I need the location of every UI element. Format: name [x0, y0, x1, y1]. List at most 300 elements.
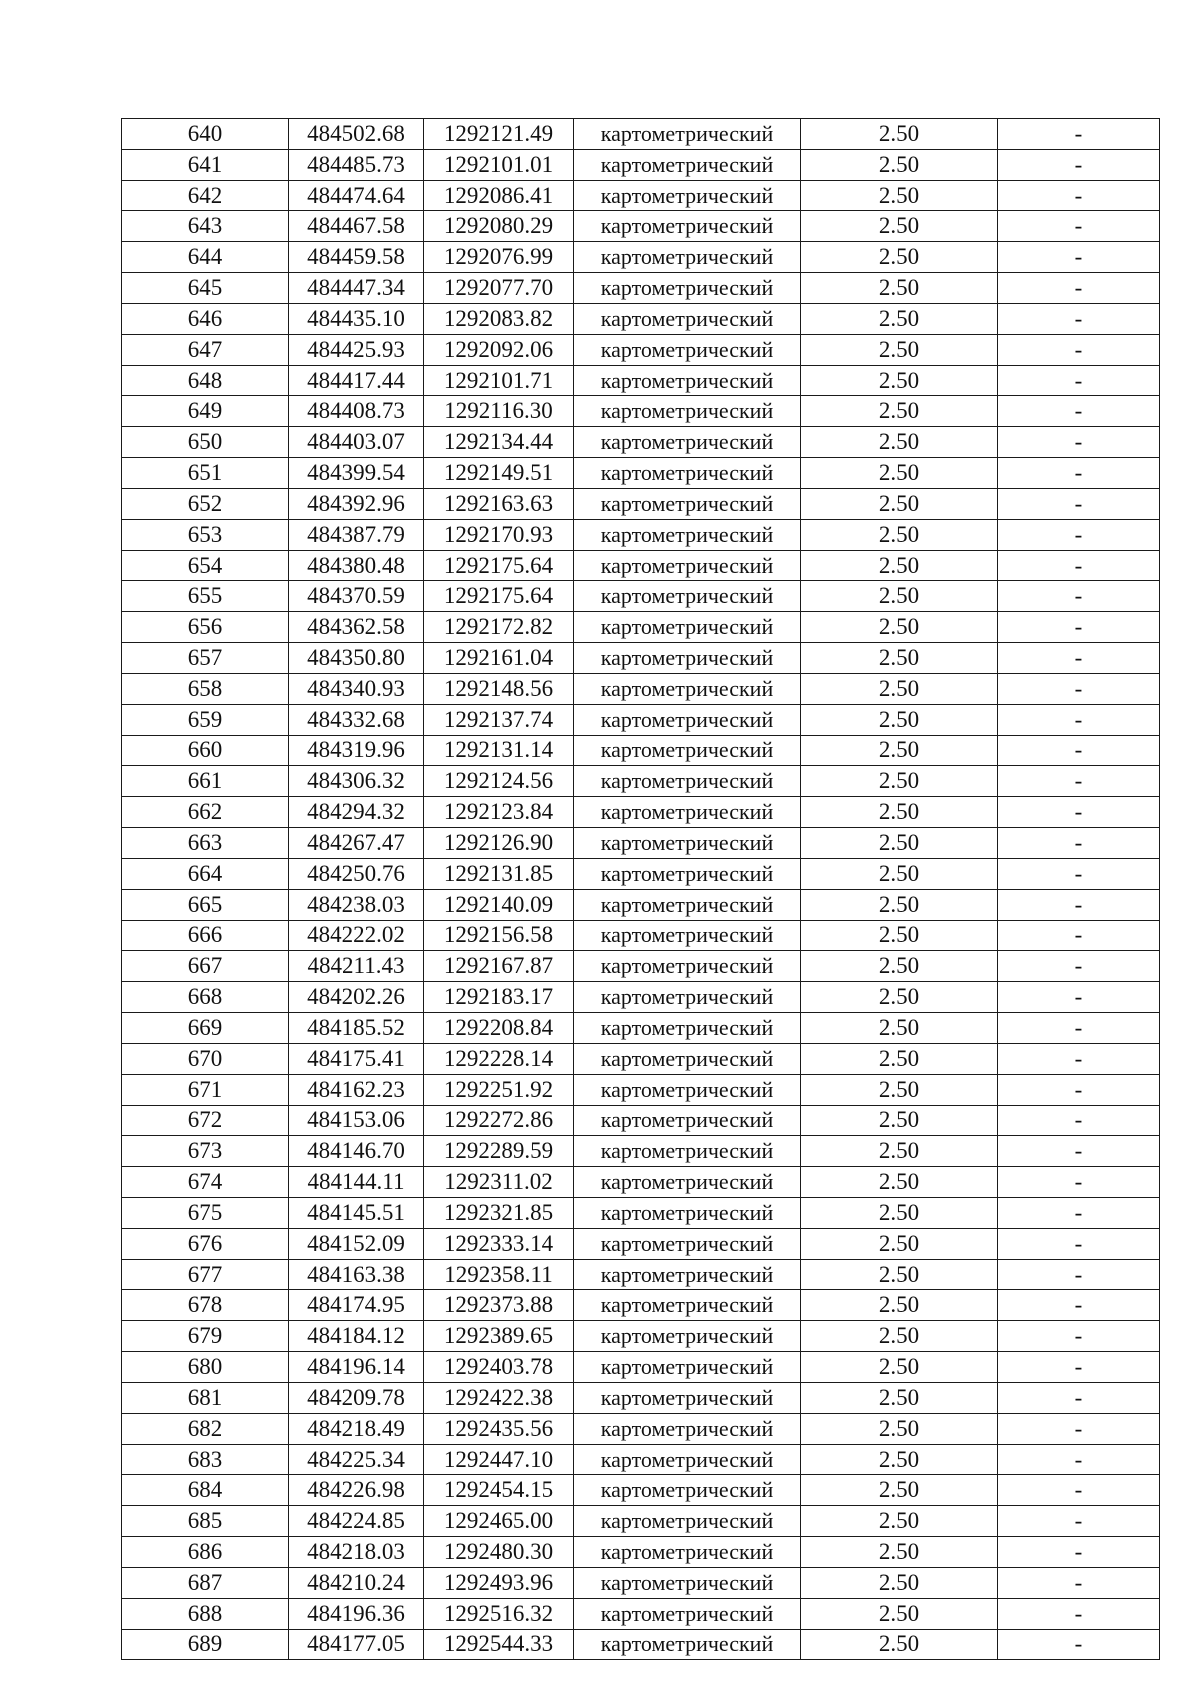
extra-cell: -	[998, 1444, 1160, 1475]
accuracy-cell: 2.50	[801, 704, 998, 735]
method-cell: картометрический	[574, 119, 801, 150]
extra-cell: -	[998, 303, 1160, 334]
extra-cell: -	[998, 1290, 1160, 1321]
point-number-cell: 649	[122, 396, 289, 427]
x-coordinate-cell: 484447.34	[289, 273, 424, 304]
accuracy-cell: 2.50	[801, 1506, 998, 1537]
table-row	[122, 365, 1160, 396]
x-coordinate-cell: 484485.73	[289, 149, 424, 180]
method-cell: картометрический	[574, 1413, 801, 1444]
method-cell: картометрический	[574, 1444, 801, 1475]
y-coordinate-cell: 1292228.14	[424, 1043, 574, 1074]
x-coordinate-cell: 484435.10	[289, 303, 424, 334]
accuracy-cell: 2.50	[801, 1567, 998, 1598]
y-coordinate-cell: 1292161.04	[424, 643, 574, 674]
table-row	[122, 1228, 1160, 1259]
table-row	[122, 1197, 1160, 1228]
point-number-cell: 662	[122, 797, 289, 828]
y-coordinate-cell: 1292156.58	[424, 920, 574, 951]
table-row	[122, 1013, 1160, 1044]
x-coordinate-cell: 484319.96	[289, 735, 424, 766]
method-cell: картометрический	[574, 766, 801, 797]
x-coordinate-cell: 484174.95	[289, 1290, 424, 1321]
x-coordinate-cell: 484417.44	[289, 365, 424, 396]
table-row	[122, 334, 1160, 365]
table-row	[122, 797, 1160, 828]
y-coordinate-cell: 1292403.78	[424, 1352, 574, 1383]
y-coordinate-cell: 1292167.87	[424, 951, 574, 982]
table-row	[122, 1167, 1160, 1198]
x-coordinate-cell: 484502.68	[289, 119, 424, 150]
method-cell: картометрический	[574, 889, 801, 920]
method-cell: картометрический	[574, 488, 801, 519]
x-coordinate-cell: 484202.26	[289, 982, 424, 1013]
method-cell: картометрический	[574, 1136, 801, 1167]
extra-cell: -	[998, 735, 1160, 766]
y-coordinate-cell: 1292289.59	[424, 1136, 574, 1167]
extra-cell: -	[998, 1167, 1160, 1198]
point-number-cell: 653	[122, 519, 289, 550]
extra-cell: -	[998, 180, 1160, 211]
accuracy-cell: 2.50	[801, 1475, 998, 1506]
point-number-cell: 651	[122, 458, 289, 489]
method-cell: картометрический	[574, 858, 801, 889]
method-cell: картометрический	[574, 1043, 801, 1074]
table-row	[122, 920, 1160, 951]
table-row	[122, 858, 1160, 889]
extra-cell: -	[998, 1074, 1160, 1105]
extra-cell: -	[998, 1382, 1160, 1413]
extra-cell: -	[998, 1259, 1160, 1290]
method-cell: картометрический	[574, 550, 801, 581]
y-coordinate-cell: 1292083.82	[424, 303, 574, 334]
y-coordinate-cell: 1292092.06	[424, 334, 574, 365]
x-coordinate-cell: 484403.07	[289, 427, 424, 458]
method-cell: картометрический	[574, 951, 801, 982]
extra-cell: -	[998, 828, 1160, 859]
y-coordinate-cell: 1292175.64	[424, 581, 574, 612]
table-row	[122, 1475, 1160, 1506]
method-cell: картометрический	[574, 1074, 801, 1105]
extra-cell: -	[998, 1352, 1160, 1383]
y-coordinate-cell: 1292121.49	[424, 119, 574, 150]
y-coordinate-cell: 1292183.17	[424, 982, 574, 1013]
table-row	[122, 1598, 1160, 1629]
y-coordinate-cell: 1292123.84	[424, 797, 574, 828]
y-coordinate-cell: 1292208.84	[424, 1013, 574, 1044]
method-cell: картометрический	[574, 1475, 801, 1506]
x-coordinate-cell: 484350.80	[289, 643, 424, 674]
y-coordinate-cell: 1292149.51	[424, 458, 574, 489]
x-coordinate-cell: 484196.36	[289, 1598, 424, 1629]
extra-cell: -	[998, 427, 1160, 458]
point-number-cell: 680	[122, 1352, 289, 1383]
accuracy-cell: 2.50	[801, 1074, 998, 1105]
accuracy-cell: 2.50	[801, 488, 998, 519]
point-number-cell: 681	[122, 1382, 289, 1413]
accuracy-cell: 2.50	[801, 1413, 998, 1444]
extra-cell: -	[998, 149, 1160, 180]
method-cell: картометрический	[574, 704, 801, 735]
x-coordinate-cell: 484294.32	[289, 797, 424, 828]
point-number-cell: 682	[122, 1413, 289, 1444]
y-coordinate-cell: 1292321.85	[424, 1197, 574, 1228]
method-cell: картометрический	[574, 1013, 801, 1044]
table-row	[122, 704, 1160, 735]
table-row	[122, 643, 1160, 674]
extra-cell: -	[998, 119, 1160, 150]
accuracy-cell: 2.50	[801, 180, 998, 211]
method-cell: картометрический	[574, 982, 801, 1013]
x-coordinate-cell: 484340.93	[289, 673, 424, 704]
point-number-cell: 648	[122, 365, 289, 396]
extra-cell: -	[998, 1197, 1160, 1228]
extra-cell: -	[998, 1321, 1160, 1352]
x-coordinate-cell: 484459.58	[289, 242, 424, 273]
point-number-cell: 666	[122, 920, 289, 951]
x-coordinate-cell: 484211.43	[289, 951, 424, 982]
method-cell: картометрический	[574, 334, 801, 365]
point-number-cell: 667	[122, 951, 289, 982]
accuracy-cell: 2.50	[801, 1105, 998, 1136]
extra-cell: -	[998, 1043, 1160, 1074]
accuracy-cell: 2.50	[801, 1259, 998, 1290]
table-row	[122, 581, 1160, 612]
y-coordinate-cell: 1292389.65	[424, 1321, 574, 1352]
y-coordinate-cell: 1292101.71	[424, 365, 574, 396]
point-number-cell: 655	[122, 581, 289, 612]
y-coordinate-cell: 1292422.38	[424, 1382, 574, 1413]
method-cell: картометрический	[574, 180, 801, 211]
y-coordinate-cell: 1292080.29	[424, 211, 574, 242]
table-row	[122, 612, 1160, 643]
point-number-cell: 672	[122, 1105, 289, 1136]
extra-cell: -	[998, 488, 1160, 519]
accuracy-cell: 2.50	[801, 797, 998, 828]
accuracy-cell: 2.50	[801, 951, 998, 982]
point-number-cell: 647	[122, 334, 289, 365]
extra-cell: -	[998, 1567, 1160, 1598]
extra-cell: -	[998, 1629, 1160, 1660]
point-number-cell: 688	[122, 1598, 289, 1629]
extra-cell: -	[998, 242, 1160, 273]
extra-cell: -	[998, 1506, 1160, 1537]
accuracy-cell: 2.50	[801, 643, 998, 674]
y-coordinate-cell: 1292251.92	[424, 1074, 574, 1105]
accuracy-cell: 2.50	[801, 1228, 998, 1259]
x-coordinate-cell: 484163.38	[289, 1259, 424, 1290]
accuracy-cell: 2.50	[801, 1444, 998, 1475]
table-row	[122, 1567, 1160, 1598]
point-number-cell: 659	[122, 704, 289, 735]
accuracy-cell: 2.50	[801, 550, 998, 581]
method-cell: картометрический	[574, 458, 801, 489]
point-number-cell: 645	[122, 273, 289, 304]
point-number-cell: 684	[122, 1475, 289, 1506]
y-coordinate-cell: 1292172.82	[424, 612, 574, 643]
method-cell: картометрический	[574, 211, 801, 242]
table-row	[122, 119, 1160, 150]
y-coordinate-cell: 1292435.56	[424, 1413, 574, 1444]
x-coordinate-cell: 484225.34	[289, 1444, 424, 1475]
y-coordinate-cell: 1292447.10	[424, 1444, 574, 1475]
table-row	[122, 828, 1160, 859]
table-row	[122, 1352, 1160, 1383]
y-coordinate-cell: 1292116.30	[424, 396, 574, 427]
accuracy-cell: 2.50	[801, 1321, 998, 1352]
y-coordinate-cell: 1292134.44	[424, 427, 574, 458]
method-cell: картометрический	[574, 673, 801, 704]
x-coordinate-cell: 484185.52	[289, 1013, 424, 1044]
method-cell: картометрический	[574, 1506, 801, 1537]
point-number-cell: 687	[122, 1567, 289, 1598]
extra-cell: -	[998, 704, 1160, 735]
method-cell: картометрический	[574, 149, 801, 180]
point-number-cell: 689	[122, 1629, 289, 1660]
method-cell: картометрический	[574, 1629, 801, 1660]
accuracy-cell: 2.50	[801, 889, 998, 920]
accuracy-cell: 2.50	[801, 920, 998, 951]
accuracy-cell: 2.50	[801, 334, 998, 365]
y-coordinate-cell: 1292126.90	[424, 828, 574, 859]
accuracy-cell: 2.50	[801, 612, 998, 643]
table-row	[122, 488, 1160, 519]
table-row	[122, 396, 1160, 427]
accuracy-cell: 2.50	[801, 982, 998, 1013]
y-coordinate-cell: 1292493.96	[424, 1567, 574, 1598]
point-number-cell: 678	[122, 1290, 289, 1321]
accuracy-cell: 2.50	[801, 1043, 998, 1074]
x-coordinate-cell: 484218.03	[289, 1537, 424, 1568]
point-number-cell: 677	[122, 1259, 289, 1290]
accuracy-cell: 2.50	[801, 1013, 998, 1044]
method-cell: картометрический	[574, 581, 801, 612]
x-coordinate-cell: 484474.64	[289, 180, 424, 211]
x-coordinate-cell: 484408.73	[289, 396, 424, 427]
method-cell: картометрический	[574, 612, 801, 643]
y-coordinate-cell: 1292163.63	[424, 488, 574, 519]
extra-cell: -	[998, 458, 1160, 489]
extra-cell: -	[998, 920, 1160, 951]
coordinates-table	[121, 118, 1160, 1660]
accuracy-cell: 2.50	[801, 303, 998, 334]
table-row	[122, 519, 1160, 550]
table-row	[122, 1043, 1160, 1074]
extra-cell: -	[998, 1537, 1160, 1568]
point-number-cell: 669	[122, 1013, 289, 1044]
point-number-cell: 668	[122, 982, 289, 1013]
table-row	[122, 1290, 1160, 1321]
table-row	[122, 273, 1160, 304]
x-coordinate-cell: 484306.32	[289, 766, 424, 797]
extra-cell: -	[998, 396, 1160, 427]
y-coordinate-cell: 1292148.56	[424, 673, 574, 704]
point-number-cell: 657	[122, 643, 289, 674]
y-coordinate-cell: 1292175.64	[424, 550, 574, 581]
extra-cell: -	[998, 1598, 1160, 1629]
y-coordinate-cell: 1292454.15	[424, 1475, 574, 1506]
method-cell: картометрический	[574, 365, 801, 396]
method-cell: картометрический	[574, 1105, 801, 1136]
table-row	[122, 1074, 1160, 1105]
table-row	[122, 1506, 1160, 1537]
method-cell: картометрический	[574, 797, 801, 828]
accuracy-cell: 2.50	[801, 673, 998, 704]
x-coordinate-cell: 484387.79	[289, 519, 424, 550]
extra-cell: -	[998, 365, 1160, 396]
accuracy-cell: 2.50	[801, 211, 998, 242]
x-coordinate-cell: 484224.85	[289, 1506, 424, 1537]
table-row	[122, 149, 1160, 180]
accuracy-cell: 2.50	[801, 581, 998, 612]
method-cell: картометрический	[574, 1352, 801, 1383]
accuracy-cell: 2.50	[801, 149, 998, 180]
point-number-cell: 652	[122, 488, 289, 519]
x-coordinate-cell: 484380.48	[289, 550, 424, 581]
extra-cell: -	[998, 951, 1160, 982]
accuracy-cell: 2.50	[801, 365, 998, 396]
coordinates-table-body	[122, 119, 1160, 1660]
method-cell: картометрический	[574, 1290, 801, 1321]
accuracy-cell: 2.50	[801, 458, 998, 489]
y-coordinate-cell: 1292131.85	[424, 858, 574, 889]
x-coordinate-cell: 484175.41	[289, 1043, 424, 1074]
x-coordinate-cell: 484162.23	[289, 1074, 424, 1105]
method-cell: картометрический	[574, 1382, 801, 1413]
x-coordinate-cell: 484332.68	[289, 704, 424, 735]
table-row	[122, 211, 1160, 242]
x-coordinate-cell: 484425.93	[289, 334, 424, 365]
accuracy-cell: 2.50	[801, 858, 998, 889]
table-row	[122, 982, 1160, 1013]
x-coordinate-cell: 484467.58	[289, 211, 424, 242]
y-coordinate-cell: 1292311.02	[424, 1167, 574, 1198]
point-number-cell: 673	[122, 1136, 289, 1167]
point-number-cell: 685	[122, 1506, 289, 1537]
point-number-cell: 644	[122, 242, 289, 273]
table-row	[122, 427, 1160, 458]
y-coordinate-cell: 1292076.99	[424, 242, 574, 273]
table-row	[122, 1259, 1160, 1290]
table-row	[122, 673, 1160, 704]
extra-cell: -	[998, 766, 1160, 797]
method-cell: картометрический	[574, 735, 801, 766]
point-number-cell: 650	[122, 427, 289, 458]
point-number-cell: 658	[122, 673, 289, 704]
table-row	[122, 1321, 1160, 1352]
x-coordinate-cell: 484267.47	[289, 828, 424, 859]
x-coordinate-cell: 484209.78	[289, 1382, 424, 1413]
x-coordinate-cell: 484177.05	[289, 1629, 424, 1660]
accuracy-cell: 2.50	[801, 427, 998, 458]
y-coordinate-cell: 1292124.56	[424, 766, 574, 797]
method-cell: картометрический	[574, 396, 801, 427]
x-coordinate-cell: 484399.54	[289, 458, 424, 489]
method-cell: картометрический	[574, 1537, 801, 1568]
method-cell: картометрический	[574, 1167, 801, 1198]
y-coordinate-cell: 1292358.11	[424, 1259, 574, 1290]
accuracy-cell: 2.50	[801, 1167, 998, 1198]
extra-cell: -	[998, 1228, 1160, 1259]
extra-cell: -	[998, 612, 1160, 643]
table-row	[122, 1629, 1160, 1660]
extra-cell: -	[998, 673, 1160, 704]
x-coordinate-cell: 484196.14	[289, 1352, 424, 1383]
point-number-cell: 686	[122, 1537, 289, 1568]
method-cell: картометрический	[574, 1228, 801, 1259]
y-coordinate-cell: 1292272.86	[424, 1105, 574, 1136]
method-cell: картометрический	[574, 920, 801, 951]
y-coordinate-cell: 1292373.88	[424, 1290, 574, 1321]
accuracy-cell: 2.50	[801, 1290, 998, 1321]
method-cell: картометрический	[574, 828, 801, 859]
point-number-cell: 642	[122, 180, 289, 211]
table-row	[122, 1444, 1160, 1475]
table-row	[122, 303, 1160, 334]
point-number-cell: 676	[122, 1228, 289, 1259]
point-number-cell: 663	[122, 828, 289, 859]
x-coordinate-cell: 484370.59	[289, 581, 424, 612]
x-coordinate-cell: 484210.24	[289, 1567, 424, 1598]
extra-cell: -	[998, 1475, 1160, 1506]
method-cell: картометрический	[574, 1259, 801, 1290]
point-number-cell: 654	[122, 550, 289, 581]
accuracy-cell: 2.50	[801, 1197, 998, 1228]
point-number-cell: 643	[122, 211, 289, 242]
table-row	[122, 1105, 1160, 1136]
method-cell: картометрический	[574, 1598, 801, 1629]
point-number-cell: 665	[122, 889, 289, 920]
accuracy-cell: 2.50	[801, 519, 998, 550]
extra-cell: -	[998, 211, 1160, 242]
x-coordinate-cell: 484145.51	[289, 1197, 424, 1228]
method-cell: картометрический	[574, 643, 801, 674]
x-coordinate-cell: 484184.12	[289, 1321, 424, 1352]
x-coordinate-cell: 484146.70	[289, 1136, 424, 1167]
point-number-cell: 670	[122, 1043, 289, 1074]
method-cell: картометрический	[574, 1321, 801, 1352]
point-number-cell: 646	[122, 303, 289, 334]
y-coordinate-cell: 1292140.09	[424, 889, 574, 920]
x-coordinate-cell: 484222.02	[289, 920, 424, 951]
extra-cell: -	[998, 1136, 1160, 1167]
table-row	[122, 550, 1160, 581]
table-row	[122, 766, 1160, 797]
method-cell: картометрический	[574, 1567, 801, 1598]
extra-cell: -	[998, 1013, 1160, 1044]
y-coordinate-cell: 1292544.33	[424, 1629, 574, 1660]
point-number-cell: 671	[122, 1074, 289, 1105]
method-cell: картометрический	[574, 242, 801, 273]
y-coordinate-cell: 1292333.14	[424, 1228, 574, 1259]
extra-cell: -	[998, 1413, 1160, 1444]
method-cell: картометрический	[574, 427, 801, 458]
x-coordinate-cell: 484362.58	[289, 612, 424, 643]
extra-cell: -	[998, 797, 1160, 828]
x-coordinate-cell: 484152.09	[289, 1228, 424, 1259]
point-number-cell: 661	[122, 766, 289, 797]
table-row	[122, 1382, 1160, 1413]
accuracy-cell: 2.50	[801, 828, 998, 859]
y-coordinate-cell: 1292131.14	[424, 735, 574, 766]
accuracy-cell: 2.50	[801, 1136, 998, 1167]
table-row	[122, 1413, 1160, 1444]
point-number-cell: 660	[122, 735, 289, 766]
method-cell: картометрический	[574, 303, 801, 334]
accuracy-cell: 2.50	[801, 242, 998, 273]
x-coordinate-cell: 484153.06	[289, 1105, 424, 1136]
extra-cell: -	[998, 643, 1160, 674]
